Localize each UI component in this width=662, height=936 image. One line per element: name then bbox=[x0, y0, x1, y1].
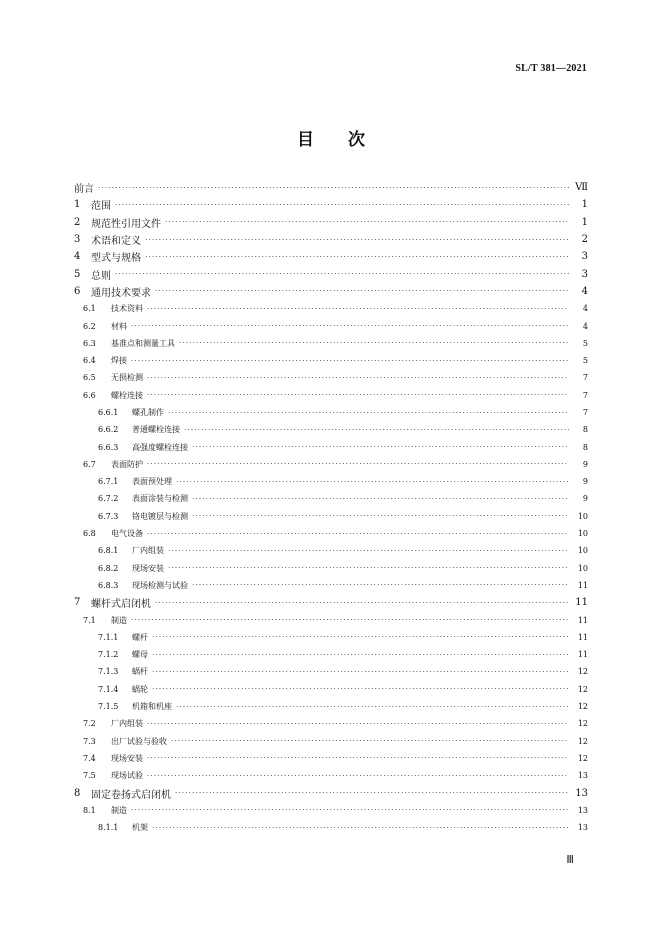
toc-entry-number: 7.4 bbox=[83, 753, 96, 763]
toc-entry-title: 出厂试验与验收 bbox=[111, 736, 167, 746]
toc-entry-page: 8 bbox=[582, 442, 588, 452]
dot-leader bbox=[171, 737, 569, 745]
toc-entry-title: 总则 bbox=[91, 270, 111, 282]
toc-entry-title: 表面防护 bbox=[111, 459, 143, 469]
dot-leader bbox=[147, 374, 569, 382]
toc-entry-title: 铬电镀层与检测 bbox=[132, 511, 188, 521]
dot-leader bbox=[145, 253, 569, 261]
toc-entry[interactable] bbox=[74, 594, 588, 611]
toc-entry-number: 8.1.1 bbox=[98, 823, 119, 833]
toc-entry[interactable] bbox=[74, 767, 588, 784]
toc-entry-title: 表面涂装与检测 bbox=[132, 494, 188, 504]
toc-entry-page: 7 bbox=[582, 408, 588, 417]
dot-leader bbox=[147, 460, 569, 468]
toc-entry-number: 6.6 bbox=[83, 390, 96, 400]
toc-entry-title: 电气设备 bbox=[111, 529, 143, 539]
toc-entry[interactable] bbox=[74, 283, 588, 300]
toc-entry[interactable] bbox=[74, 611, 588, 628]
standard-code: SL/T 381—2021 bbox=[515, 63, 587, 74]
toc-entry-page: 11 bbox=[577, 650, 588, 660]
toc-entry[interactable] bbox=[74, 421, 588, 438]
toc-entry-title: 型式与规格 bbox=[91, 253, 141, 265]
toc-entry-title: 术语和定义 bbox=[91, 236, 141, 248]
toc-entry-page: 9 bbox=[582, 459, 588, 469]
toc-entry-number: 7.1.4 bbox=[98, 684, 119, 694]
toc-entry-number: 6.8.1 bbox=[98, 546, 119, 556]
toc-entry-number: 6 bbox=[74, 285, 81, 297]
dot-leader bbox=[168, 547, 569, 555]
dot-leader bbox=[184, 426, 569, 434]
toc-entry-title: 螺杆 bbox=[132, 632, 148, 642]
toc-entry[interactable] bbox=[74, 231, 588, 248]
toc-entry-title: 固定卷扬式启闭机 bbox=[91, 789, 171, 801]
toc-entry-title: 范围 bbox=[91, 201, 111, 213]
toc-entry-page: 5 bbox=[582, 338, 588, 348]
toc-entry-page: 12 bbox=[577, 667, 588, 677]
toc-entry-title: 普通螺栓连接 bbox=[132, 425, 180, 435]
toc-entry-title: 通用技术要求 bbox=[91, 287, 151, 299]
toc-entry-page: 12 bbox=[577, 736, 588, 746]
toc-entry-title: 制造 bbox=[111, 805, 127, 815]
toc-entry-page: 11 bbox=[575, 597, 588, 609]
toc-entry-page: 1 bbox=[581, 199, 588, 211]
dot-leader bbox=[145, 236, 569, 244]
dot-leader bbox=[176, 478, 569, 486]
toc-entry-page: 11 bbox=[577, 580, 588, 590]
toc-entry-number: 7.1.5 bbox=[98, 702, 119, 712]
toc-entry-page: 7 bbox=[582, 373, 588, 383]
toc-entry-number: 1 bbox=[74, 199, 81, 211]
toc-entry-title: 表面预处理 bbox=[132, 477, 172, 487]
toc-entry-number: 8.1 bbox=[83, 805, 96, 815]
toc-entry-number: 6.2 bbox=[83, 321, 96, 331]
toc-entry[interactable] bbox=[74, 265, 588, 282]
toc-entry-title: 现场安装 bbox=[111, 753, 143, 763]
toc-entry-number: 7.1.3 bbox=[98, 667, 119, 677]
toc-entry-number: 6.8.2 bbox=[98, 563, 119, 573]
dot-leader bbox=[179, 339, 569, 347]
toc-entry-number: 5 bbox=[74, 268, 81, 280]
toc-entry-page: 12 bbox=[577, 719, 588, 729]
toc-entry-page: 12 bbox=[577, 684, 588, 694]
toc-entry-number: 7.1 bbox=[83, 615, 96, 625]
toc-entry-number: 6.8.3 bbox=[98, 580, 119, 590]
toc-entry-title: 螺母 bbox=[132, 650, 148, 660]
toc-entry-page: 13 bbox=[577, 771, 588, 781]
dot-leader bbox=[192, 581, 569, 589]
toc-entry[interactable] bbox=[74, 490, 588, 507]
toc-entry[interactable] bbox=[74, 750, 588, 767]
toc-entry-title: 前言 bbox=[74, 184, 94, 196]
dot-leader bbox=[152, 668, 569, 676]
toc-entry-page: 7 bbox=[582, 390, 588, 400]
dot-leader bbox=[176, 703, 569, 711]
toc-entry-number: 6.6.2 bbox=[98, 425, 119, 435]
dot-leader bbox=[147, 720, 569, 728]
toc-entry[interactable] bbox=[74, 369, 588, 386]
toc-entry[interactable] bbox=[74, 715, 588, 732]
toc-entry[interactable] bbox=[74, 698, 588, 715]
dot-leader bbox=[165, 218, 569, 226]
toc-entry-title: 无损检测 bbox=[111, 373, 143, 383]
toc-entry[interactable] bbox=[74, 542, 588, 559]
dot-leader bbox=[152, 651, 569, 659]
toc-entry-number: 6.8 bbox=[83, 529, 96, 539]
toc-entry-number: 3 bbox=[74, 234, 81, 246]
dot-leader bbox=[152, 633, 569, 641]
toc-entry-title: 机架 bbox=[132, 823, 148, 833]
dot-leader bbox=[131, 616, 569, 624]
toc-entry-page: 11 bbox=[577, 632, 588, 642]
toc-entry-page: 12 bbox=[577, 702, 588, 712]
dot-leader bbox=[131, 322, 569, 330]
toc-entry[interactable] bbox=[74, 681, 588, 698]
toc-entry-page: 13 bbox=[575, 787, 588, 799]
dot-leader bbox=[98, 184, 569, 192]
toc-entry-title: 现场试验 bbox=[111, 771, 143, 781]
toc-entry-page: 4 bbox=[582, 321, 588, 331]
toc-entry[interactable] bbox=[74, 196, 588, 213]
toc-entry[interactable] bbox=[74, 387, 588, 404]
toc-entry-number: 6.6.3 bbox=[98, 442, 119, 452]
dot-leader bbox=[147, 391, 569, 399]
toc-entry-title: 蜗轮 bbox=[132, 684, 148, 694]
toc-entry-number: 6.7 bbox=[83, 459, 96, 469]
dot-leader bbox=[147, 754, 569, 762]
toc-entry[interactable] bbox=[74, 646, 588, 663]
toc-entry-title: 制造 bbox=[111, 615, 127, 625]
toc-heading: 目 次 bbox=[297, 130, 365, 150]
toc-entry-number: 7 bbox=[74, 597, 81, 609]
toc-entry-page: 9 bbox=[582, 477, 588, 487]
toc-entry[interactable] bbox=[74, 508, 588, 525]
toc-entry-title: 蜗杆 bbox=[132, 667, 148, 677]
toc-entry-number: 8 bbox=[74, 787, 81, 799]
toc-entry-number: 6.4 bbox=[83, 356, 96, 366]
toc-entry[interactable] bbox=[74, 525, 588, 542]
toc-entry[interactable] bbox=[74, 663, 588, 680]
toc-entry-title: 厂内组装 bbox=[111, 719, 143, 729]
toc-entry[interactable] bbox=[74, 819, 588, 836]
dot-leader bbox=[155, 287, 569, 295]
toc-entry-title: 厂内组装 bbox=[132, 546, 164, 556]
toc-entry-number: 7.5 bbox=[83, 771, 96, 781]
toc-entry-page: 1 bbox=[581, 216, 588, 228]
toc-entry[interactable] bbox=[74, 802, 588, 819]
toc-entry[interactable] bbox=[74, 560, 588, 577]
toc-entry-number: 6.3 bbox=[83, 338, 96, 348]
toc-entry-number: 6.7.3 bbox=[98, 511, 119, 521]
toc-entry[interactable] bbox=[74, 784, 588, 801]
toc-entry[interactable] bbox=[74, 214, 588, 231]
toc-entry[interactable] bbox=[74, 473, 588, 490]
toc-entry-title: 材料 bbox=[111, 321, 127, 331]
toc-entry-page: 10 bbox=[577, 546, 588, 556]
table-of-contents bbox=[74, 179, 588, 836]
toc-entry[interactable] bbox=[74, 248, 588, 265]
toc-entry-title: 现场安装 bbox=[132, 563, 164, 573]
toc-entry-title: 现场检测与试验 bbox=[132, 580, 188, 590]
toc-entry[interactable] bbox=[74, 300, 588, 317]
toc-entry-page: 10 bbox=[577, 529, 588, 539]
toc-entry-number: 6.6.1 bbox=[98, 408, 119, 417]
toc-entry-page: 12 bbox=[577, 753, 588, 763]
toc-entry[interactable] bbox=[74, 335, 588, 352]
toc-entry-page: 5 bbox=[582, 356, 588, 366]
toc-entry-page: 3 bbox=[581, 268, 588, 280]
toc-entry-number: 6.7.1 bbox=[98, 477, 119, 487]
toc-entry-page: 9 bbox=[582, 494, 588, 504]
dot-leader bbox=[192, 443, 569, 451]
toc-entry-title: 焊接 bbox=[111, 356, 127, 366]
dot-leader bbox=[192, 512, 569, 520]
dot-leader bbox=[147, 530, 569, 538]
toc-entry-page: 3 bbox=[581, 251, 588, 263]
toc-entry-page: 8 bbox=[582, 425, 588, 435]
toc-entry[interactable] bbox=[74, 404, 588, 421]
dot-leader bbox=[155, 599, 569, 607]
toc-entry-page: 13 bbox=[577, 805, 588, 815]
toc-entry-page: 11 bbox=[577, 615, 588, 625]
toc-entry[interactable] bbox=[74, 733, 588, 750]
toc-entry[interactable] bbox=[74, 629, 588, 646]
toc-entry-page: Ⅶ bbox=[575, 182, 588, 194]
dot-leader bbox=[168, 409, 569, 417]
toc-entry-number: 7.3 bbox=[83, 736, 96, 746]
toc-entry-page: 4 bbox=[582, 304, 588, 314]
toc-entry-title: 规范性引用文件 bbox=[91, 218, 161, 230]
dot-leader bbox=[192, 495, 569, 503]
toc-entry-number: 7.1.1 bbox=[98, 632, 119, 642]
toc-entry[interactable] bbox=[74, 179, 588, 196]
toc-entry-number: 7.1.2 bbox=[98, 650, 119, 660]
dot-leader bbox=[115, 201, 569, 209]
toc-entry-title: 基准点和测量工具 bbox=[111, 338, 175, 348]
dot-leader bbox=[175, 789, 569, 797]
toc-entry-number: 7.2 bbox=[83, 719, 96, 729]
toc-entry-title: 高强度螺栓连接 bbox=[132, 442, 188, 452]
dot-leader bbox=[131, 806, 569, 814]
toc-entry-number: 6.5 bbox=[83, 373, 96, 383]
toc-entry-title: 技术资料 bbox=[111, 304, 143, 314]
dot-leader bbox=[147, 305, 569, 313]
dot-leader bbox=[147, 772, 569, 780]
toc-entry[interactable] bbox=[74, 352, 588, 369]
toc-entry[interactable] bbox=[74, 317, 588, 334]
dot-leader bbox=[152, 824, 569, 832]
toc-entry-title: 螺孔制作 bbox=[132, 408, 164, 417]
toc-entry-number: 2 bbox=[74, 216, 81, 228]
toc-entry-page: 2 bbox=[581, 234, 588, 246]
dot-leader bbox=[115, 270, 569, 278]
toc-entry-number: 6.7.2 bbox=[98, 494, 119, 504]
toc-entry-title: 螺栓连接 bbox=[111, 390, 143, 400]
dot-leader bbox=[131, 357, 569, 365]
toc-entry[interactable] bbox=[74, 438, 588, 455]
dot-leader bbox=[152, 685, 569, 693]
page-number: Ⅲ bbox=[566, 854, 574, 866]
toc-entry-page: 10 bbox=[577, 511, 588, 521]
toc-entry-page: 4 bbox=[581, 285, 588, 297]
toc-entry-number: 4 bbox=[74, 251, 81, 263]
toc-entry-page: 10 bbox=[577, 563, 588, 573]
toc-entry[interactable] bbox=[74, 577, 588, 594]
toc-entry-number: 6.1 bbox=[83, 304, 96, 314]
dot-leader bbox=[168, 564, 569, 572]
toc-entry-title: 机箱和机座 bbox=[132, 702, 172, 712]
toc-entry-page: 13 bbox=[577, 823, 588, 833]
toc-entry-title: 螺杆式启闭机 bbox=[91, 599, 151, 611]
toc-entry[interactable] bbox=[74, 456, 588, 473]
